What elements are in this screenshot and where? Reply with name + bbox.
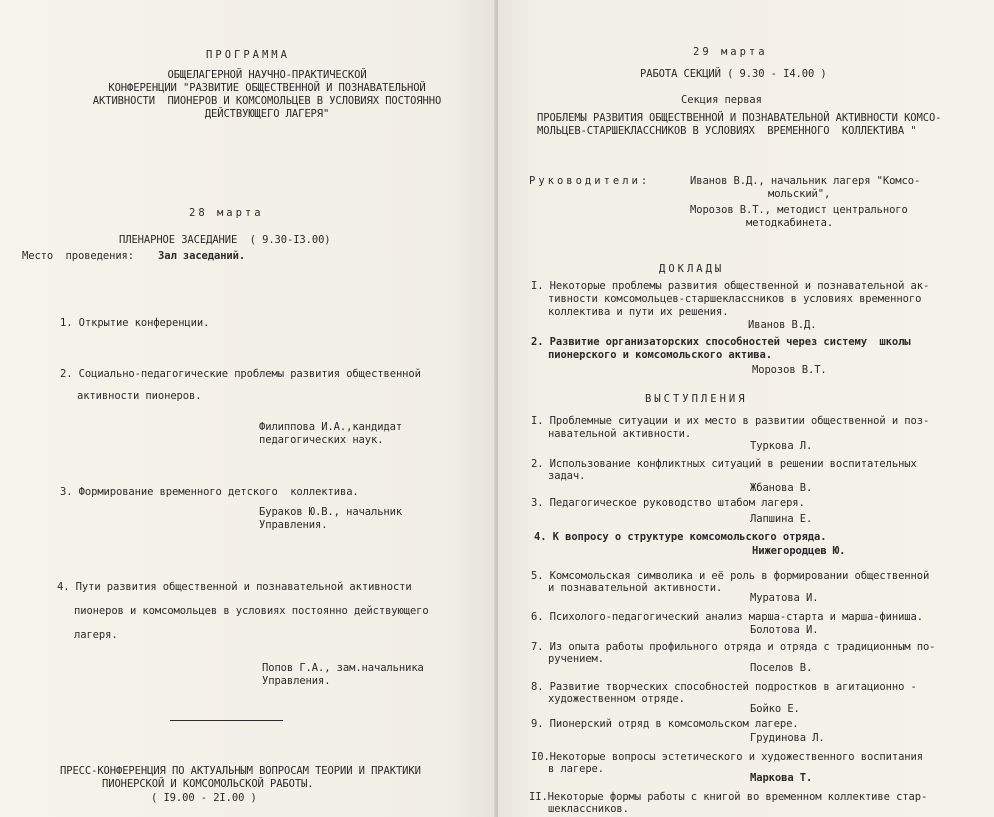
item-4: 4. Пути развития общественной и познавательной активности [57, 581, 412, 593]
talk-7: 7. Из опыта работы профильного отряда и отряда с традиционным по- [531, 641, 936, 653]
talk-1: I. Проблемные ситуации и их место в развитии общественной и поз- [531, 415, 930, 427]
item-2-speaker: Филиппова И.А.,кандидат [259, 421, 403, 433]
item-4-speaker: Попов Г.А., зам.начальника [262, 662, 424, 674]
item-3-speaker: Бураков Ю.В., начальник [259, 506, 403, 518]
report-2: 2. Развитие организаторских способностей через систему школы [531, 336, 911, 348]
talk-5: 5. Комсомольская символика и её роль в формировании общественной [531, 570, 930, 582]
talk-11-cont: шеклассников. [548, 803, 629, 815]
talk-5-cont: и познавательной активности. [548, 582, 723, 594]
talk-1-speaker: Туркова Л. [750, 440, 813, 452]
talk-10-cont: в лагере. [548, 763, 604, 775]
talk-8-cont: художественном отряде. [548, 693, 685, 705]
talk-5-speaker: Муратова И. [750, 592, 819, 604]
divider-line [170, 720, 283, 721]
item-3-speaker-title: Управления. [259, 519, 328, 531]
left-page [0, 0, 496, 817]
talk-2-speaker: Жбанова В. [750, 482, 813, 494]
venue-value: Зал заседаний. [158, 250, 246, 262]
talk-2-cont: задач. [548, 470, 586, 482]
plenary-date: 28 марта [189, 207, 264, 219]
press-line-2: ПИОНЕРСКОЙ И КОМСОМОЛЬСКОЙ РАБОТЫ. [102, 778, 314, 790]
talk-4: 4. К вопросу о структуре комсомольского отряда. [534, 531, 827, 543]
talk-8: 8. Развитие творческих способностей подростков в агитационно - [531, 681, 917, 693]
section-session: РАБОТА СЕКЦИЙ ( 9.30 - I4.00 ) [640, 68, 827, 80]
subtitle-line-4: ДЕЙСТВУЮЩЕГО ЛАГЕРЯ" [204, 108, 330, 120]
press-line-1: ПРЕСС-КОНФЕРЕНЦИЯ ПО АКТУАЛЬНЫМ ВОПРОСАМ ТЕОРИИ И ПРАКТИКИ [60, 765, 421, 777]
talk-7-speaker: Поселов В. [750, 662, 813, 674]
talks-heading: ВЫСТУПЛЕНИЯ [645, 393, 748, 405]
report-1-speaker: Иванов В.Д. [748, 319, 817, 331]
leaders-label: Руководители: [529, 175, 651, 187]
plenary-session: ПЛЕНАРНОЕ ЗАСЕДАНИЕ ( 9.30-I3.00) [119, 234, 331, 246]
section-date: 29 марта [693, 46, 768, 58]
talk-9: 9. Пионерский отряд в комсомольском лагере. [531, 718, 799, 730]
leader-2: Морозов В.Т., методист центрального [690, 204, 908, 216]
talk-9-speaker: Грудинова Л. [750, 732, 825, 744]
report-2-speaker: Морозов В.Т. [752, 364, 827, 376]
subtitle-line-1: ОБЩЕЛАГЕРНОЙ НАУЧНО-ПРАКТИЧЕСКОЙ [167, 69, 367, 81]
program-title: ПРОГРАММА [206, 49, 290, 61]
venue-label: Место проведения: [22, 250, 134, 262]
section-name: Секция первая [681, 94, 762, 106]
item-3: 3. Формирование временного детского коллектива. [60, 486, 359, 498]
talk-7-cont: ручением. [548, 653, 604, 665]
talk-1-cont: навательной активности. [548, 428, 692, 440]
item-2-speaker-title: педагогических наук. [259, 434, 384, 446]
leader-1: Иванов В.Д., начальник лагеря "Комсо- [690, 175, 921, 187]
section-title-1: ПРОБЛЕМЫ РАЗВИТИЯ ОБЩЕСТВЕННОЙ И ПОЗНАВАТЕЛЬНОЙ АКТИВНОСТИ КОМСО- [537, 112, 942, 124]
report-2-cont: пионерского и комсомольского актива. [548, 349, 772, 361]
talk-3-speaker: Лапшина Е. [750, 513, 813, 525]
report-1-cont-2: коллектива и пути их решения. [548, 306, 729, 318]
subtitle-line-2: КОНФЕРЕНЦИИ "РАЗВИТИЕ ОБЩЕСТВЕННОЙ И ПОЗНАВАТЕЛЬНОЙ [108, 82, 426, 94]
item-4-cont-2: лагеря. [74, 629, 118, 641]
leader-1-cont: мольский", [768, 188, 831, 200]
report-1-cont: тивности комсомольцев-старшеклассников в условиях временного [548, 293, 922, 305]
talk-10-speaker: Маркова Т. [750, 772, 813, 784]
right-page [498, 0, 994, 817]
item-4-cont: пионеров и комсомольцев в условиях постоянно действующего [74, 605, 429, 617]
talk-8-speaker: Бойко Е. [750, 703, 800, 715]
section-title-2: МОЛЬЦЕВ-СТАРШЕКЛАССНИКОВ В УСЛОВИЯХ ВРЕМЕННОГО КОЛЛЕКТИВА " [537, 125, 917, 137]
reports-heading: ДОКЛАДЫ [659, 263, 725, 275]
talk-11: II.Некоторые формы работы с книгой во временном коллективе стар- [529, 791, 928, 803]
talk-3: 3. Педагогическое руководство штабом лагеря. [531, 497, 805, 509]
talk-2: 2. Использование конфликтных ситуаций в решении воспитательных [531, 458, 917, 470]
talk-6-speaker: Болотова И. [750, 624, 819, 636]
item-4-speaker-title: Управления. [262, 675, 331, 687]
talk-6: 6. Психолого-педагогический анализ марша-старта и марша-финиша. [531, 611, 923, 623]
report-1: I. Некоторые проблемы развития общественной и познавательной ак- [531, 280, 930, 292]
subtitle-line-3: АКТИВНОСТИ ПИОНЕРОВ И КОМСОМОЛЬЦЕВ В УСЛОВИЯХ ПОСТОЯННО [92, 95, 442, 107]
press-time: ( I9.00 - 2I.00 ) [151, 792, 257, 804]
item-2: 2. Социально-педагогические проблемы развития общественной [60, 368, 421, 380]
talk-4-speaker: Нижегородцев Ю. [752, 545, 846, 557]
item-2-cont: активности пионеров. [77, 390, 202, 402]
item-1: 1. Открытие конференции. [60, 317, 210, 329]
leader-2-cont: методкабинета. [746, 217, 834, 229]
talk-10: I0.Некоторые вопросы эстетического и художественного воспитания [531, 751, 923, 763]
